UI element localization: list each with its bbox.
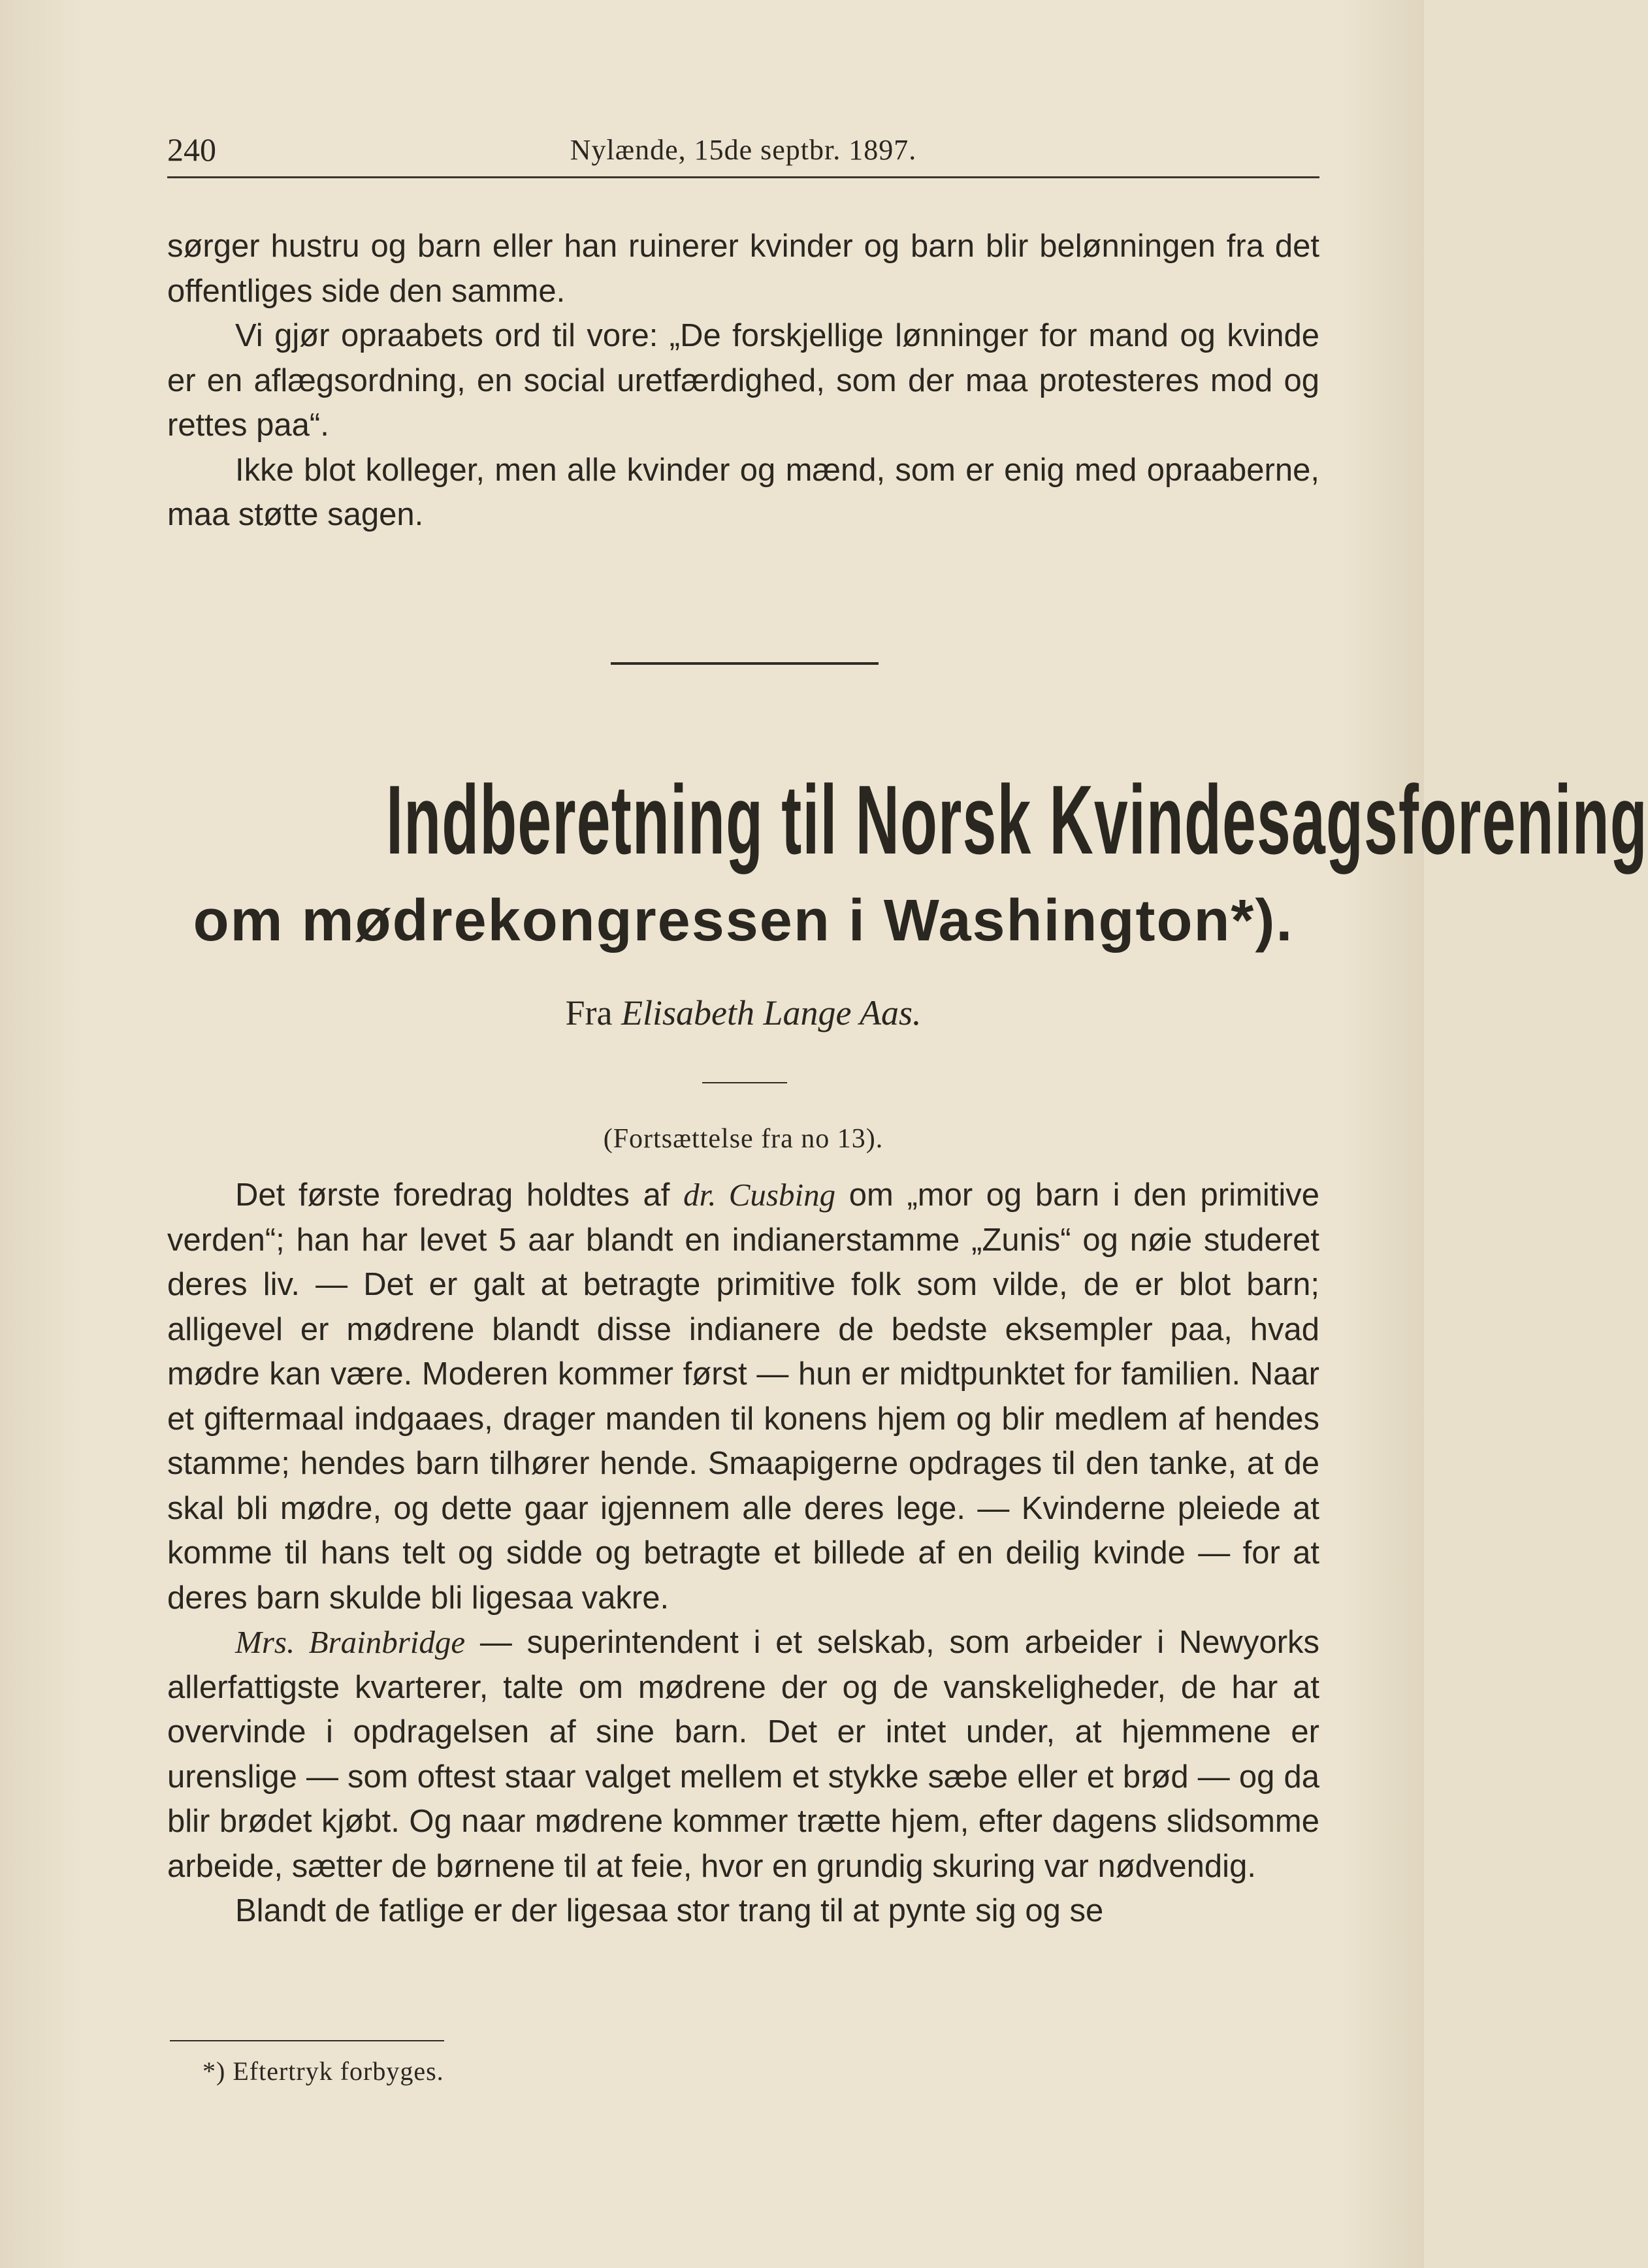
- intro-paragraph-2: Vi gjør opraabets ord til vore: „De forskjellige lønninger for mand og kvinde er en aflægsordning, en social uretfærdighed, som der maa protesteres mod og rettes paa“.: [167, 318, 1319, 443]
- page-header: [167, 131, 1319, 178]
- author-name: Elisabeth Lange Aas.: [621, 993, 922, 1032]
- p1-rest: om „mor og barn i den primitive verden“; han har levet 5 aar blandt en indianerstamme „Zunis“ og nøie studeret deres liv. — Det er galt at betragte primitive folk som vilde, de er blot barn; alligevel er mødrene blandt disse indianere de bedste eksempler paa, hvad mødre kan være. Moderen kommer først — hun er midtpunktet for familien. Naar et giftermaal indgaaes, drager manden til konens hjem og blir medlem af hendes stamme; hendes barn tilhører hende. Smaapigerne opdrages til den tanke, at de skal bli mødre, og dette gaar igjennem alle deres lege. — Kvinderne pleiede at komme til hans telt og sidde og betragte et billede af en deilig kvinde — for at deres barn skulde bli ligesaa vakre.: [167, 1177, 1319, 1616]
- footnote-rule: [170, 2040, 444, 2041]
- section-divider: [611, 662, 879, 665]
- article-body: [167, 1173, 1319, 1934]
- p2-name: Mrs. Brainbridge: [235, 1624, 466, 1660]
- p2-rest: — superintendent i et selskab, som arbeider i Newyorks allerfattigste kvarterer, talte om mødrene der og de vanskeligheder, de har at overvinde i opdragelsen af sine barn. Det er intet under, at hjemmene er urenslige — som oftest staar valget mellem et stykke sæbe eller et brød — og da blir brødet kjøbt. Og naar mødrene kommer trætte hjem, efter dagens slidsomme arbeide, sætter de børnene til at feie, hvor en grundig skuring var nødvendig.: [167, 1625, 1320, 1884]
- article-paragraph-2: [167, 1620, 1319, 1889]
- intro-paragraph-3: Ikke blot kolleger, men alle kvinder og mænd, som er enig med opraaberne, maa støtte sagen.: [167, 452, 1319, 532]
- footnote: *) Eftertryk forbyges.: [202, 2056, 444, 2086]
- intro-paragraph-1: sørger hustru og barn eller han ruinerer kvinder og barn blir belønningen fra det offentliges side den samme.: [167, 229, 1319, 309]
- intro-text: [167, 224, 1319, 537]
- p1-start: Det første foredrag holdtes af: [235, 1177, 670, 1213]
- p1-name: dr. Cusbing: [683, 1177, 836, 1213]
- article-subtitle: om mødrekongressen i Washington*).: [193, 888, 1294, 953]
- article-byline: [167, 993, 1319, 1033]
- article-title: Indberetning til Norsk Kvindesagsforening: [386, 765, 1648, 874]
- continuation-note: (Fortsættelse fra no 13).: [603, 1124, 884, 1154]
- byline-divider: [702, 1082, 787, 1083]
- byline-prefix: Fra: [565, 993, 613, 1032]
- page-number: 240: [167, 131, 216, 168]
- article-paragraph-1: [167, 1173, 1319, 1620]
- article-paragraph-3: Blandt de fatlige er der ligesaa stor trang til at pynte sig og se: [235, 1893, 1104, 1928]
- running-title: Nylænde, 15de septbr. 1897.: [570, 134, 917, 166]
